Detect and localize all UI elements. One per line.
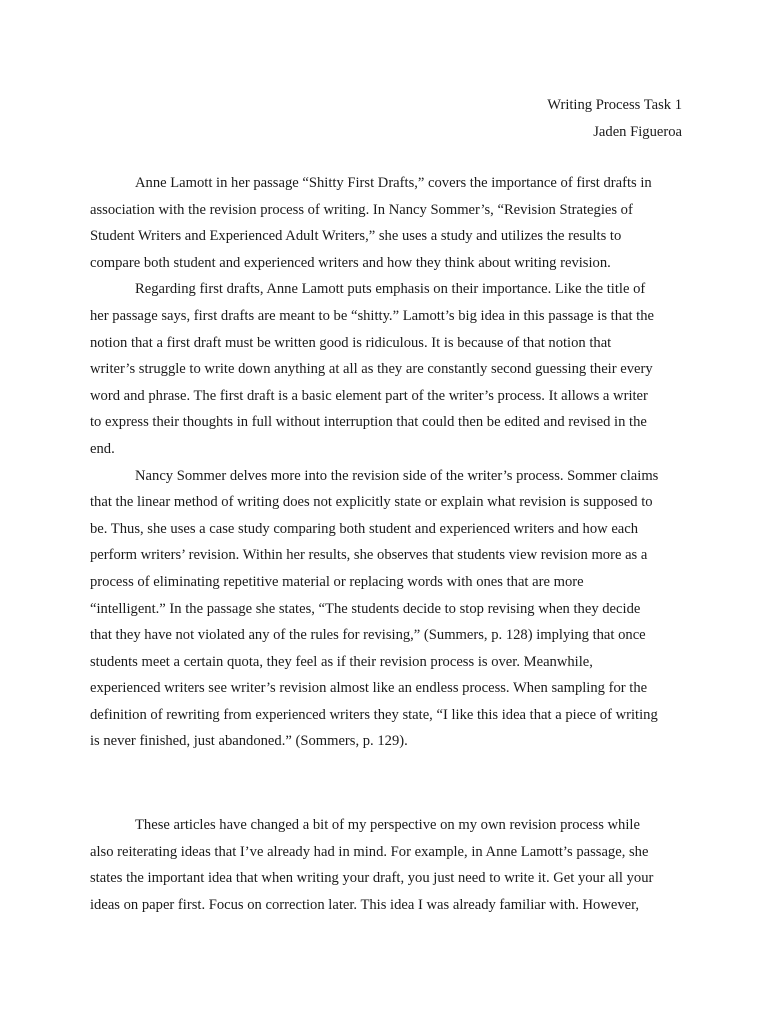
paragraph-line: word and phrase. The first draft is a basic element part of the writer’s process. It allows a writer [90, 387, 648, 404]
paragraph-line: end. [90, 440, 115, 457]
paragraph-line: compare both student and experienced writers and how they think about writing revision. [90, 254, 611, 271]
paragraph-line: “intelligent.” In the passage she states, “The students decide to stop revising when they decide [90, 600, 641, 617]
paragraph-line: ideas on paper first. Focus on correction later. This idea I was already familiar with. However, [90, 896, 640, 913]
paragraph-line: Regarding first drafts, Anne Lamott puts emphasis on their importance. Like the title of [135, 281, 646, 298]
paragraph-line: Nancy Sommer delves more into the revision side of the writer’s process. Sommer claims [135, 467, 659, 484]
paragraph-line: Anne Lamott in her passage “Shitty First Drafts,” covers the importance of first drafts in [135, 175, 652, 191]
body-text-lower [90, 812, 682, 918]
paragraph-line: experienced writers see writer’s revision almost like an endless process. When sampling for the [90, 680, 648, 697]
paragraph-line: also reiterating ideas that I’ve already had in mind. For example, in Anne Lamott’s passage, she [90, 843, 649, 860]
paragraph-line: to express their thoughts in full without interruption that could then be edited and revised in the [90, 414, 647, 431]
paragraph-line: writer’s struggle to write down anything at all as they are constantly second guessing their every [90, 361, 653, 378]
paragraph-line: that the linear method of writing does not explicitly state or explain what revision is supposed to [90, 494, 653, 511]
assignment-title: Writing Process Task 1 [547, 97, 682, 113]
paragraph-line: states the important idea that when writing your draft, you just need to write it. Get your all your [90, 870, 654, 887]
paragraph-3 [90, 463, 682, 756]
paragraph-line: that they have not violated any of the rules for revising,” (Summers, p. 128) implying that once [90, 627, 646, 644]
paragraph-line: These articles have changed a bit of my perspective on my own revision process while [135, 817, 640, 833]
paragraph-line: process of eliminating repetitive material or replacing words with ones that are more [90, 573, 584, 590]
paragraph-line: is never finished, just abandoned.” (Sommers, p. 129). [90, 733, 408, 750]
paragraph-line: students meet a certain quota, they feel as if their revision process is over. Meanwhile, [90, 653, 593, 670]
paragraph-4 [90, 812, 682, 918]
paragraph-line: perform writers’ revision. Within her results, she observes that students view revision more as a [90, 547, 648, 564]
paragraph-2 [90, 276, 682, 462]
paragraph-1 [90, 170, 682, 276]
document-header [90, 92, 682, 145]
paragraph-line: association with the revision process of writing. In Nancy Sommer’s, “Revision Strategies of [90, 201, 633, 218]
paragraph-line: Student Writers and Experienced Adult Writers,” she uses a study and utilizes the results to [90, 228, 622, 245]
author-name: Jaden Figueroa [593, 123, 682, 140]
body-text-upper [90, 170, 682, 755]
paragraph-line: definition of rewriting from experienced writers they state, “I like this idea that a piece of writing [90, 706, 658, 723]
paragraph-line: notion that a first draft must be written good is ridiculous. It is because of that notion that [90, 334, 612, 351]
paragraph-line: her passage says, first drafts are meant to be “shitty.” Lamott’s big idea in this passage is that the [90, 307, 655, 324]
paragraph-line: be. Thus, she uses a case study comparing both student and experienced writers and how each [90, 520, 639, 537]
